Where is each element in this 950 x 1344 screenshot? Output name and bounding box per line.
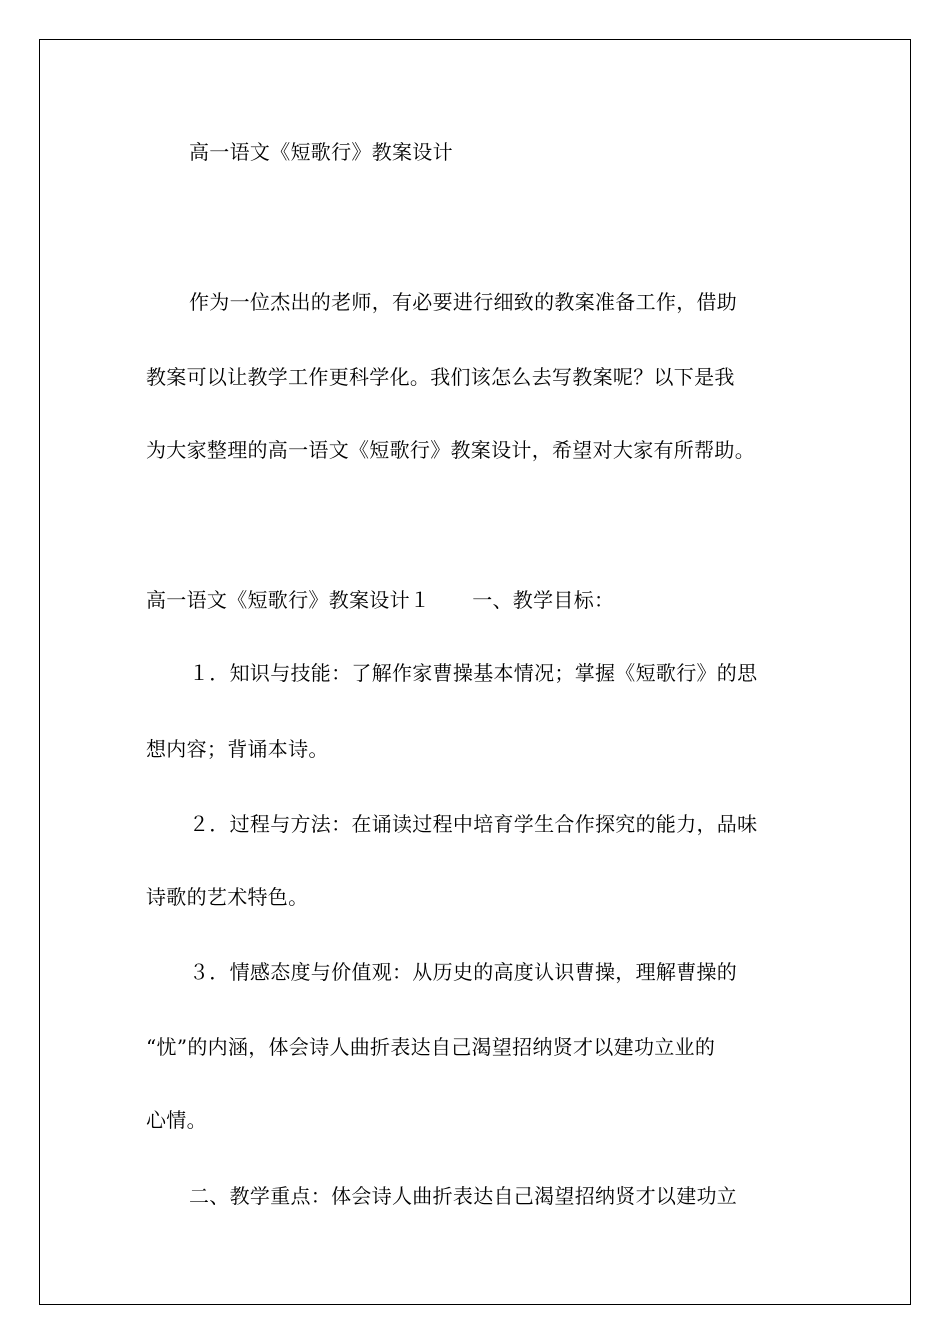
objective-line-3: ２．过程与方法：在诵读过程中培育学生合作探究的能力，品味 [189, 812, 758, 836]
objective-line-7: 心情。 [146, 1108, 207, 1132]
document-title: 高一语文《短歌行》教案设计 [189, 140, 453, 164]
intro-line-2: 教案可以让教学工作更科学化。我们该怎么去写教案呢？以下是我 [146, 365, 735, 389]
objective-line-1: １．知识与技能：了解作家曹操基本情况；掌握《短歌行》的思 [189, 661, 758, 685]
intro-line-3: 为大家整理的高一语文《短歌行》教案设计，希望对大家有所帮助。 [146, 438, 755, 462]
objective-line-5: ３．情感态度与价值观：从历史的高度认识曹操，理解曹操的 [189, 960, 738, 984]
section-heading-row [146, 588, 614, 612]
section-heading: 高一语文《短歌行》教案设计１ [146, 588, 431, 612]
objective-line-2: 想内容；背诵本诗。 [146, 737, 329, 761]
objective-line-4: 诗歌的艺术特色。 [146, 885, 309, 909]
key-point-line: 二、教学重点：体会诗人曲折表达自己渴望招纳贤才以建功立 [189, 1184, 738, 1208]
intro-line-1: 作为一位杰出的老师，有必要进行细致的教案准备工作，借助 [189, 290, 738, 314]
objective-line-6: “忧”的内涵，体会诗人曲折表达自己渴望招纳贤才以建功立业的 [146, 1035, 716, 1059]
section-subheading: 一、教学目标： [472, 588, 615, 612]
